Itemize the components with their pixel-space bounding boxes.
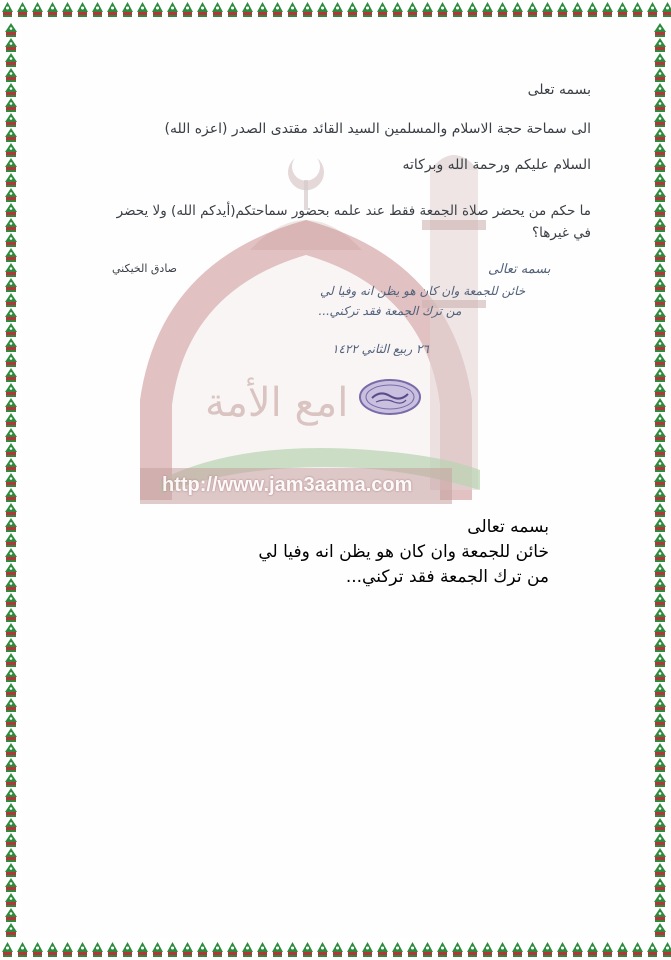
reply-line-1: خائن للجمعة وان كان هو يظن انه وفيا لي bbox=[258, 542, 549, 562]
handwritten-date: ٢٦ ربيع الثاني ١٤٢٢ bbox=[332, 342, 429, 356]
reply-line-2: من ترك الجمعة فقد تركني... bbox=[345, 567, 549, 587]
reply-basmala: بسمه تعالى bbox=[467, 517, 549, 537]
decorative-border-right bbox=[649, 22, 671, 938]
handwritten-line-1: خائن للجمعة وان كان هو يظن انه وفيا لي bbox=[320, 284, 526, 298]
letter-question: ما حكم من يحضر صلاة الجمعة فقط عند علمه بحضور سماحتكم(أيدكم الله) ولا يحضر في غيرها؟ bbox=[116, 203, 591, 241]
letter-signature: صادق الخيكني bbox=[112, 262, 178, 275]
decorative-border-left bbox=[0, 22, 22, 938]
decorative-border-top bbox=[0, 0, 671, 22]
handwritten-basmala: بسمه تعالى bbox=[488, 262, 551, 277]
watermark-url: http://www.jam3aama.com bbox=[162, 474, 413, 496]
letter-basmala: بسمه تعلى bbox=[527, 82, 591, 98]
letter-address: الى سماحة حجة الاسلام والمسلمين السيد القائد مقتدى الصدر (اعزه الله) bbox=[164, 121, 591, 137]
official-seal-stamp bbox=[358, 378, 422, 416]
watermark-logo-text: امع الأمة bbox=[205, 380, 349, 426]
decorative-border-bottom bbox=[0, 938, 671, 960]
handwritten-line-2: من ترك الجمعة فقد تركني... bbox=[318, 304, 462, 318]
letter-greeting: السلام عليكم ورحمة الله وبركاته bbox=[402, 157, 591, 173]
